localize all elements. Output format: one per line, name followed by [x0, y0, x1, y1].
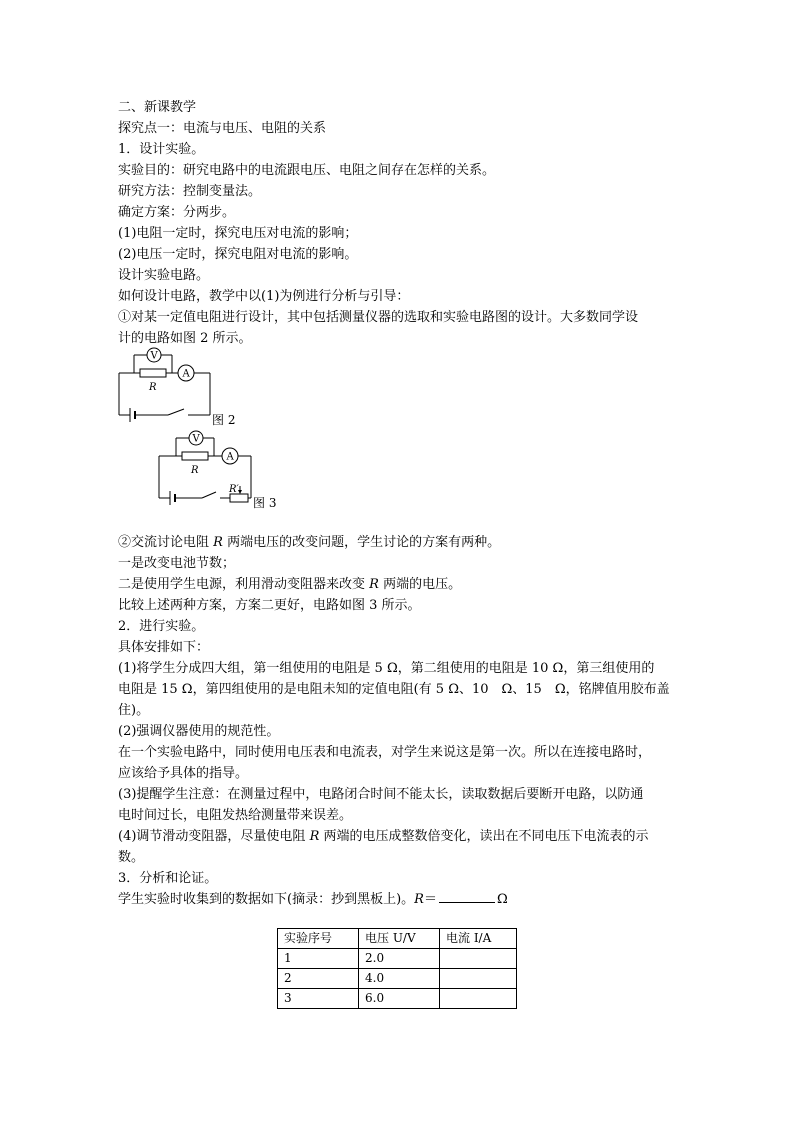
fig3-ammeter-label: A — [226, 451, 234, 463]
table-cell[interactable] — [440, 949, 517, 969]
collect-pre: 学生实验时收集到的数据如下(摘录：抄到黑板上)。 — [118, 892, 415, 907]
plan-item-1: (1)电阻一定时，探究电压对电流的影响； — [118, 226, 358, 241]
collect-unit: Ω — [496, 892, 508, 907]
arrange-2-text: (2)强调仪器使用的规范性。 — [118, 724, 280, 739]
fig2-voltmeter-label: V — [150, 350, 158, 362]
step-2-title: 2．进行实验。 — [118, 619, 205, 634]
collect-equals: ＝ — [423, 892, 437, 907]
section-heading: 二、新课教学 — [118, 100, 197, 115]
collect-text — [118, 890, 508, 910]
fig3-rheostat-label: R′ — [229, 484, 239, 495]
figure-3-caption: 图 3 — [253, 496, 277, 510]
fig3-resistor-label: R — [191, 465, 199, 476]
plan-text: 确定方案：分两步。 — [118, 205, 236, 220]
arrange-1-line-1: (1)将学生分成四大组，第一组使用的电阻是 5 Ω，第二组使用的电阻是 10 Ω，第三组使用的 — [118, 661, 655, 676]
purpose-text: 实验目的：研究电路中的电流跟电压、电阻之间存在怎样的关系。 — [118, 163, 496, 178]
fig3-voltmeter-label: V — [192, 433, 200, 445]
arrange-4-variable: R — [309, 829, 320, 844]
answer-blank[interactable] — [439, 890, 495, 903]
arrange-3-line-2: 电时间过长，电阻发热给测量带来误差。 — [118, 808, 353, 823]
arrange-1-line-3: 住)。 — [118, 703, 150, 718]
how-text: 如何设计电路，教学中以(1)为例进行分析与引导： — [118, 289, 410, 304]
arrange-4-post: 两端的电压成整数倍变化，读出在不同电压下电流表的示 — [319, 829, 649, 844]
arrange-4-line-2: 数。 — [118, 850, 145, 865]
table-cell: 2.0 — [359, 949, 440, 969]
collect-variable: R — [414, 892, 424, 907]
table-header-cell: 电压 U/V — [359, 929, 440, 949]
table-header-cell: 电流 I/A — [440, 929, 517, 949]
method-text: 研究方法：控制变量法。 — [118, 184, 262, 199]
arrange-3-line-1: (3)提醒学生注意：在测量过程中，电路闭合时间不能太长，读取数据后要断开电路，以防通 — [118, 787, 644, 802]
arrange-2-line-2: 应该给予具体的指导。 — [118, 766, 249, 781]
option-2-post: 两端的电压。 — [378, 577, 462, 592]
fig2-ammeter-label: A — [182, 368, 190, 380]
circuit-figure-3 — [152, 428, 262, 508]
table-header-row — [278, 929, 517, 949]
arrange-2-line-1: 在一个实验电路中，同时使用电压表和电流表，对学生来说这是第一次。所以在连接电路时， — [118, 745, 652, 760]
topic-title: 探究点一：电流与电压、电阻的关系 — [118, 121, 327, 136]
step-1-title: 1．设计实验。 — [118, 142, 205, 157]
option-2-variable: R — [369, 577, 379, 592]
data-table — [277, 928, 517, 1009]
option-1-text: 一是改变电池节数； — [118, 556, 236, 571]
arrange-4-line-1 — [118, 827, 649, 847]
point-1-line-2: 计的电路如图 2 所示。 — [118, 331, 252, 346]
arrange-1-line-2: 电阻是 15 Ω，第四组使用的是电阻未知的定值电阻(有 5 Ω、10 Ω、15 Ω，铭牌值用胶布盖 — [118, 682, 670, 697]
table-cell[interactable] — [440, 969, 517, 989]
point-2-text — [118, 533, 500, 553]
table-cell: 1 — [278, 949, 359, 969]
table-row — [278, 949, 517, 969]
table-row — [278, 989, 517, 1009]
option-2-pre: 二是使用学生电源，利用滑动变阻器来改变 — [118, 577, 370, 592]
point-2-pre: ②交流讨论电阻 — [118, 535, 214, 550]
table-cell[interactable] — [440, 989, 517, 1009]
option-2-text — [118, 575, 461, 595]
table-cell: 4.0 — [359, 969, 440, 989]
table-header-cell: 实验序号 — [278, 929, 359, 949]
plan-item-2: (2)电压一定时，探究电阻对电流的影响。 — [118, 247, 358, 262]
step-3-title: 3．分析和论证。 — [118, 871, 218, 886]
point-2-variable: R — [213, 535, 223, 550]
table-row — [278, 969, 517, 989]
point-1-line-1: ①对某一定值电阻进行设计，其中包括测量仪器的选取和实验电路图的设计。大多数同学设 — [118, 310, 639, 325]
fig2-resistor-label: R — [149, 382, 157, 393]
arrange-4-pre: (4)调节滑动变阻器，尽量使电阻 — [118, 829, 310, 844]
compare-text: 比较上述两种方案，方案二更好，电路如图 3 所示。 — [118, 598, 421, 613]
table-cell: 3 — [278, 989, 359, 1009]
figure-2-caption: 图 2 — [212, 413, 236, 427]
table-cell: 6.0 — [359, 989, 440, 1009]
table-cell: 2 — [278, 969, 359, 989]
design-text: 设计实验电路。 — [118, 268, 210, 283]
point-2-post: 两端电压的改变问题，学生讨论的方案有两种。 — [222, 535, 501, 550]
arrange-text: 具体安排如下： — [118, 640, 210, 655]
